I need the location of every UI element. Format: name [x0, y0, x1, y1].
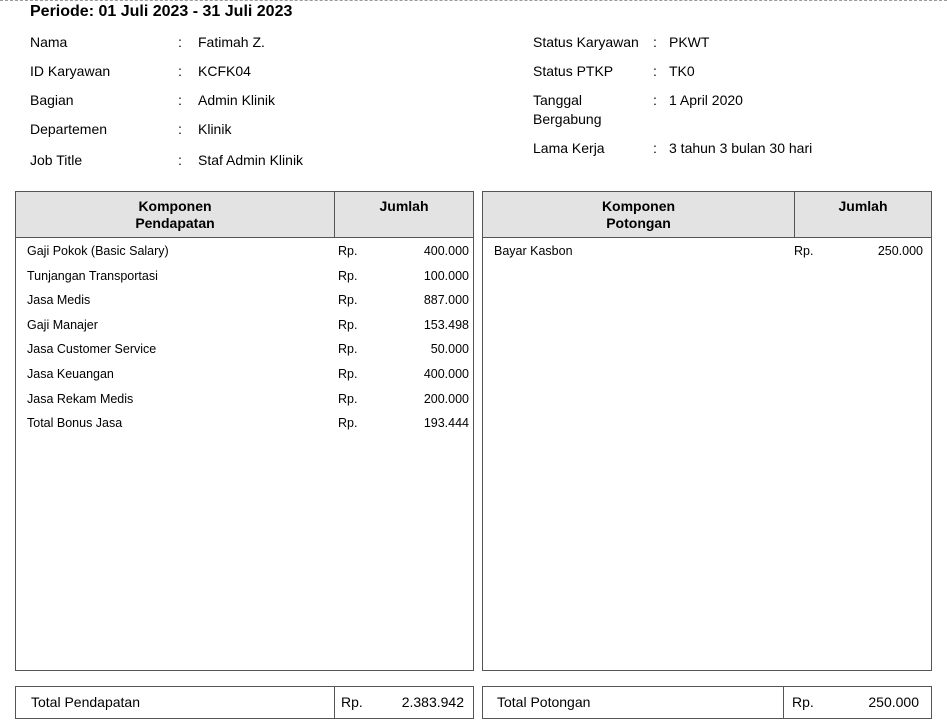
page-top-dashed-line	[0, 0, 947, 1]
info-row-id-karyawan	[30, 63, 450, 83]
info-row-bagian	[30, 92, 450, 112]
item-currency: Rp.	[338, 416, 358, 431]
table-row	[16, 263, 473, 288]
item-amount: 400.000	[423, 366, 469, 381]
table-row	[16, 287, 473, 312]
item-amount: 153.498	[423, 317, 469, 332]
total-divider	[334, 687, 335, 718]
total-deduction-label: Total Potongan	[497, 694, 591, 710]
item-name: Jasa Medis	[27, 293, 91, 308]
info-value: Fatimah Z.	[198, 34, 265, 50]
info-separator: :	[178, 92, 182, 108]
info-separator: :	[178, 34, 182, 50]
info-label: Job Title	[30, 152, 83, 168]
header-line: Komponen	[601, 198, 676, 214]
header-line: Potongan	[606, 215, 671, 231]
item-currency: Rp.	[338, 317, 358, 332]
header-line: Pendapatan	[135, 215, 215, 231]
total-deduction-box	[482, 686, 932, 719]
info-label: Nama	[30, 34, 68, 50]
item-currency: Rp.	[338, 244, 358, 258]
total-income-label: Total Pendapatan	[31, 694, 140, 710]
total-income-currency: Rp.	[341, 694, 363, 710]
deduction-table	[482, 191, 932, 671]
table-row	[16, 238, 473, 263]
info-row-job-title	[30, 152, 450, 172]
info-value: Staf Admin Klinik	[198, 152, 304, 168]
item-amount: 193.444	[423, 416, 469, 431]
total-deduction-currency: Rp.	[792, 694, 814, 710]
item-amount: 887.000	[423, 293, 469, 308]
item-name: Tunjangan Transportasi	[27, 268, 158, 283]
deduction-component-header	[483, 192, 794, 237]
item-name: Gaji Pokok (Basic Salary)	[27, 244, 169, 258]
income-amount-header: Jumlah	[334, 192, 473, 237]
item-currency: Rp.	[338, 366, 358, 381]
item-amount: 100.000	[423, 268, 469, 283]
info-row-status-ptkp	[533, 63, 933, 83]
item-currency: Rp.	[338, 293, 358, 308]
info-separator: :	[178, 152, 182, 168]
info-separator: :	[653, 63, 657, 79]
info-value: Klinik	[198, 121, 232, 137]
item-name: Jasa Customer Service	[27, 342, 157, 357]
info-label: Lama Kerja	[533, 140, 605, 156]
info-label: ID Karyawan	[30, 63, 111, 79]
info-row-tanggal-bergabung	[533, 92, 933, 132]
info-value: Admin Klinik	[198, 92, 276, 108]
period-title: Periode: 01 Juli 2023 - 31 Juli 2023	[30, 3, 293, 20]
deduction-rows	[483, 238, 931, 263]
table-row	[16, 312, 473, 337]
total-deduction-amount: 250.000	[868, 694, 919, 710]
info-separator: :	[653, 34, 657, 50]
item-currency: Rp.	[794, 244, 814, 258]
info-row-nama	[30, 34, 450, 54]
table-row	[16, 336, 473, 361]
item-currency: Rp.	[338, 391, 358, 406]
item-name: Jasa Rekam Medis	[27, 391, 134, 406]
item-currency: Rp.	[338, 268, 358, 283]
info-value: TK0	[669, 63, 695, 79]
income-rows	[16, 238, 473, 435]
item-amount: 200.000	[423, 391, 469, 406]
info-label: Status PTKP	[533, 63, 614, 79]
deduction-table-header	[483, 192, 931, 238]
item-currency: Rp.	[338, 342, 358, 357]
total-divider	[783, 687, 784, 718]
table-row	[16, 386, 473, 411]
income-table-header	[16, 192, 473, 238]
info-value: PKWT	[669, 34, 710, 50]
info-label: Departemen	[30, 121, 108, 137]
info-label: Tanggal	[533, 92, 583, 108]
table-row	[16, 361, 473, 386]
item-name: Total Bonus Jasa	[27, 416, 123, 431]
table-row	[483, 238, 931, 263]
item-amount: 50.000	[430, 342, 469, 357]
info-label: Status Karyawan	[533, 34, 639, 50]
info-row-status-karyawan	[533, 34, 933, 54]
info-separator: :	[653, 92, 657, 108]
item-amount: 250.000	[877, 244, 923, 258]
item-amount: 400.000	[423, 244, 469, 258]
info-label: Bagian	[30, 92, 74, 108]
table-row	[16, 410, 473, 435]
info-row-lama-kerja	[533, 140, 933, 160]
income-component-header	[16, 192, 334, 237]
item-name: Gaji Manajer	[27, 317, 98, 332]
total-income-amount: 2.383.942	[401, 694, 464, 710]
info-value: 3 tahun 3 bulan 30 hari	[669, 140, 813, 156]
item-name: Jasa Keuangan	[27, 366, 114, 381]
header-line: Komponen	[138, 198, 212, 214]
info-value: KCFK04	[198, 63, 251, 79]
info-row-departemen	[30, 121, 450, 141]
info-value: 1 April 2020	[669, 92, 743, 108]
info-separator: :	[653, 140, 657, 156]
income-table	[15, 191, 474, 671]
total-income-box	[15, 686, 474, 719]
info-separator: :	[178, 121, 182, 137]
deduction-amount-header: Jumlah	[794, 192, 931, 237]
info-separator: :	[178, 63, 182, 79]
item-name: Bayar Kasbon	[494, 244, 573, 258]
info-label: Bergabung	[533, 111, 602, 127]
